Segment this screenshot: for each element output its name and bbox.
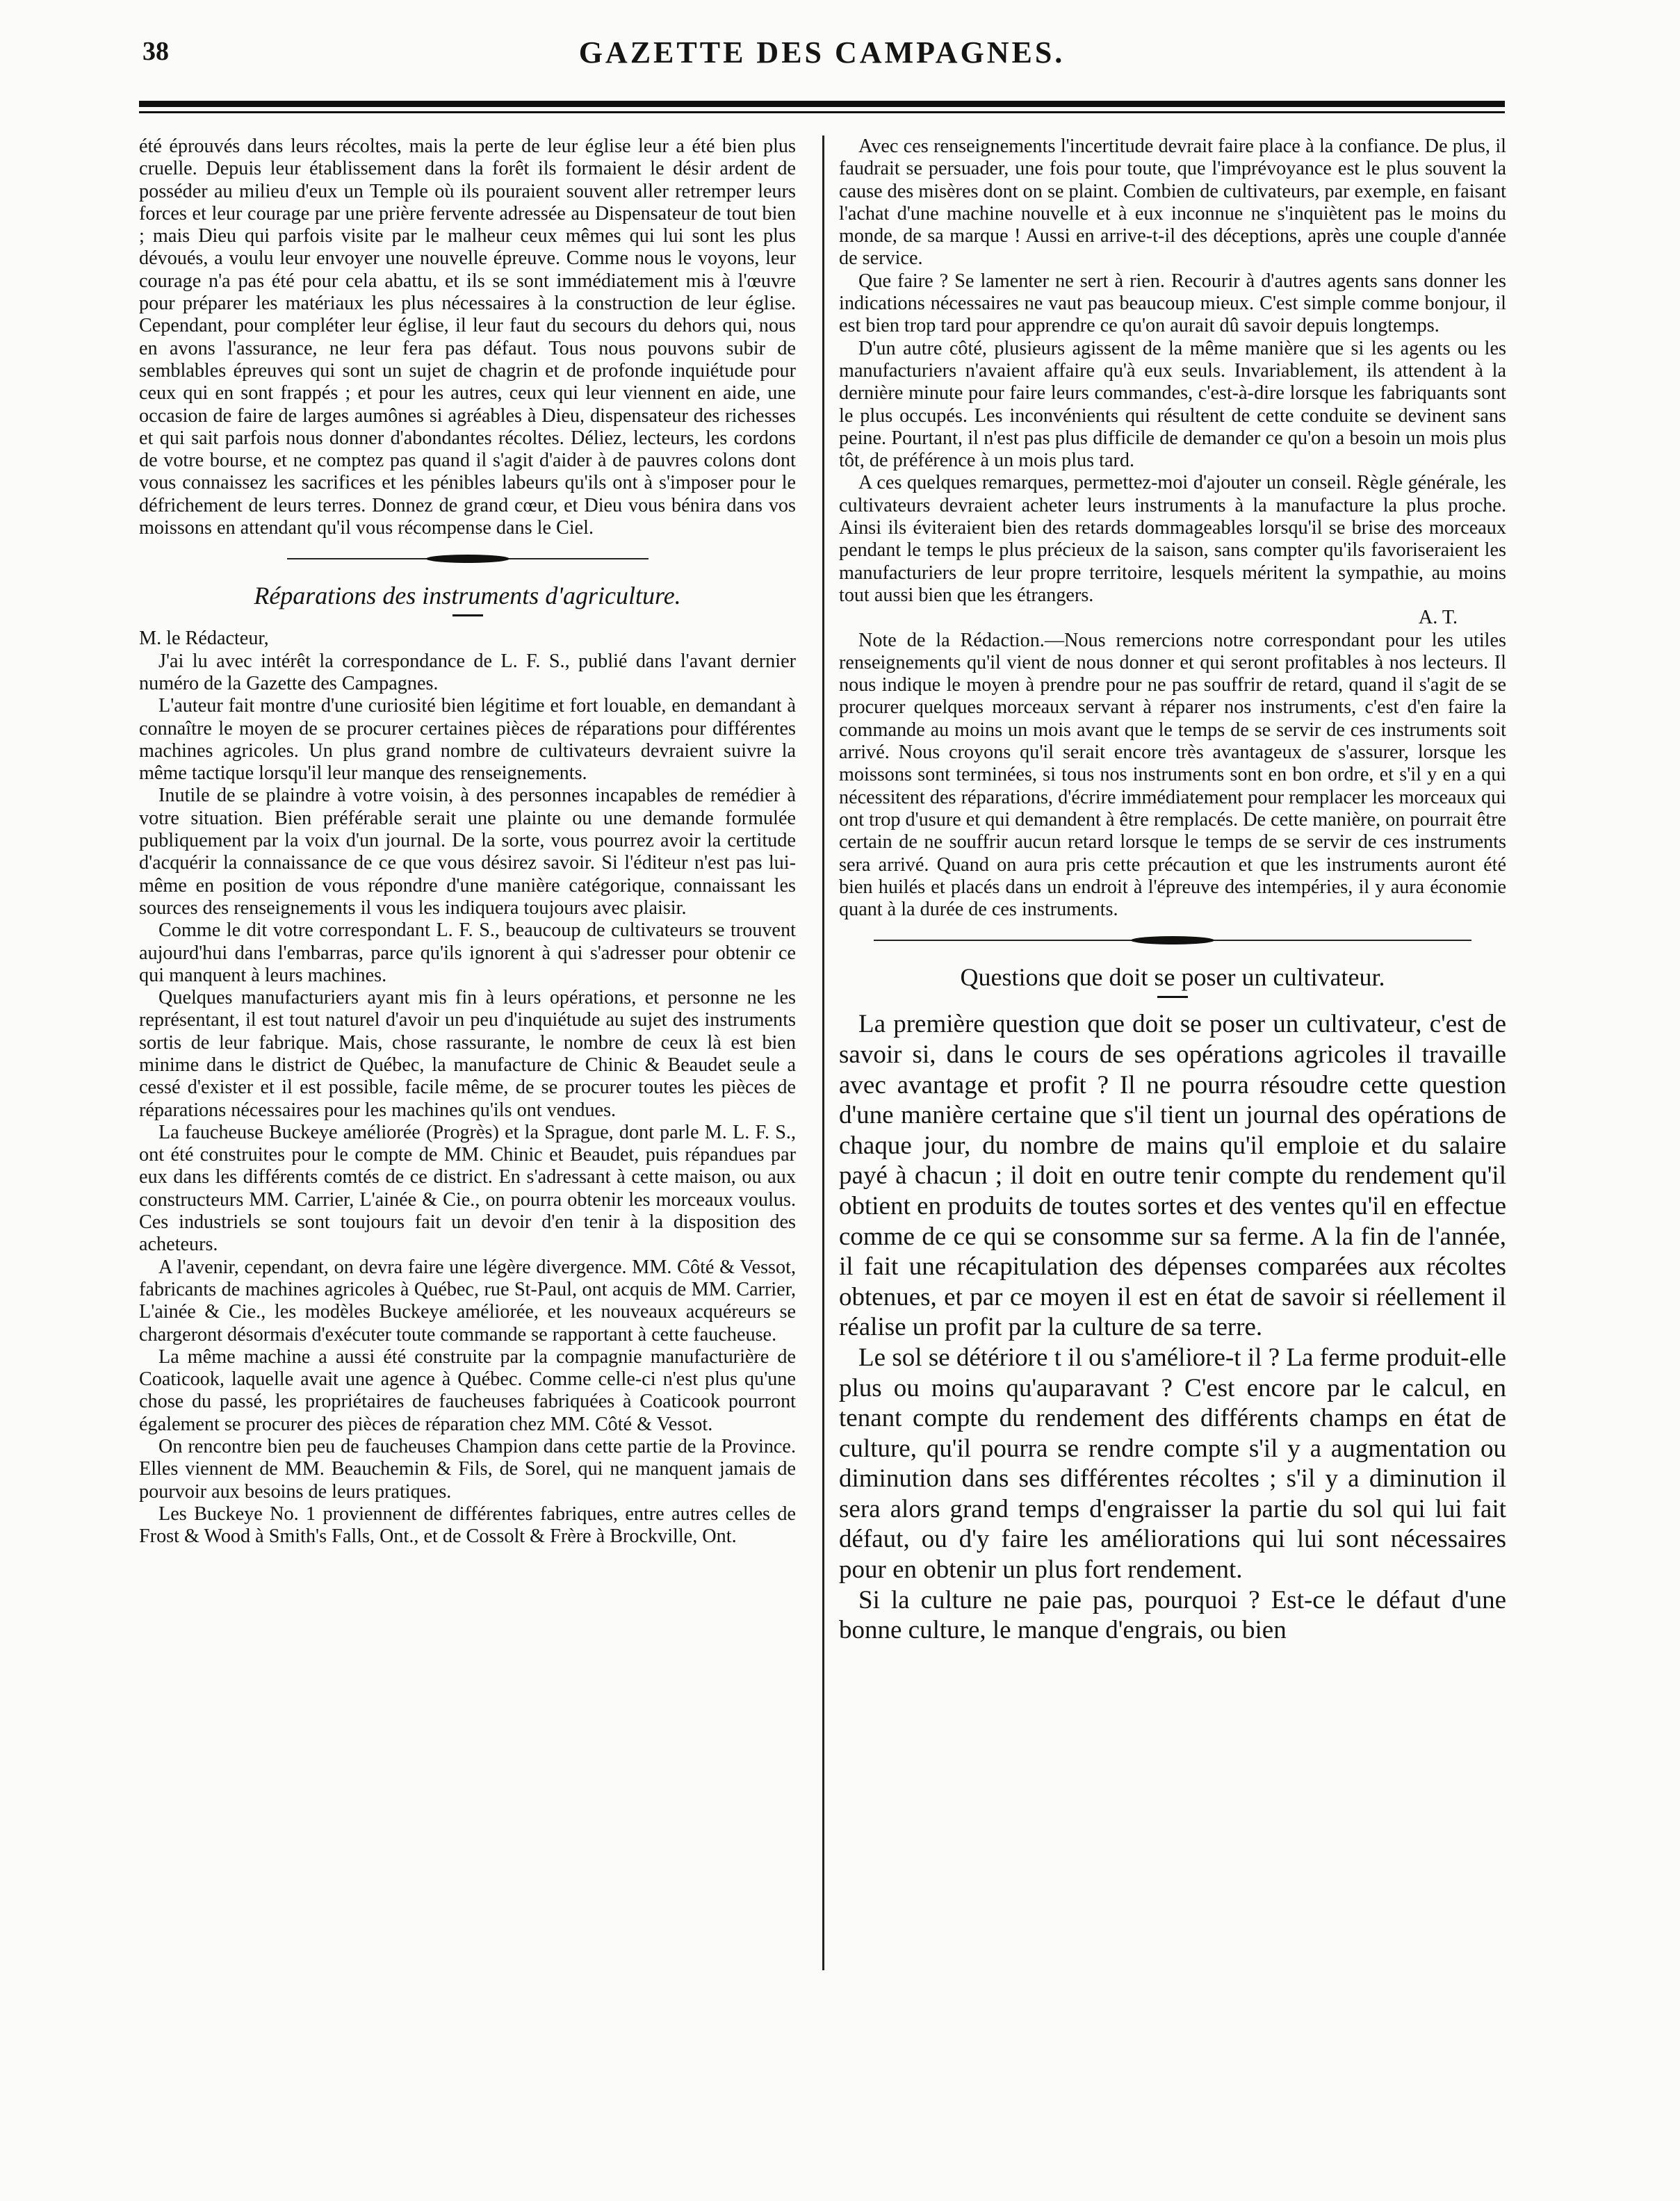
- title-dash: [1157, 996, 1188, 998]
- page-header: [142, 28, 1501, 71]
- column-divider: [822, 136, 824, 1970]
- article-paragraph: Que faire ? Se lamenter ne sert à rien. Recourir à d'autres agents sans donner les indications nécessaires ne vaut pas beaucoup mieux. C'est simple comme bonjour, il est bien trop tard pour apprendre ce qu'on aurait dû savoir depuis longtemps.: [839, 270, 1506, 337]
- article-paragraph: La même machine a aussi été construite par la compagnie manufacturière de Coaticook, laquelle avait une agence à Québec. Comme celle-ci n'est plus qu'une chose du passé, les propriétaires de faucheuses fabriquées à Coaticook pourront également se procurer des pièces de réparation chez MM. Côté & Vessot.: [139, 1345, 796, 1435]
- article-paragraph-large: Si la culture ne paie pas, pourquoi ? Est-ce le défaut d'une bonne culture, le manque d'engrais, ou bien: [839, 1585, 1506, 1645]
- section-title-repairs: Réparations des instruments d'agriculture.: [254, 582, 681, 610]
- article-paragraph: A ces quelques remarques, permettez-moi d'ajouter un conseil. Règle générale, les cultivateurs devraient acheter leurs instruments à la manufacture la plus proche. Ainsi ils éviteraient bien des retards dommageables lorsqu'il se brise des morceaux pendant le temps le plus précieux de la saison, sans compter qu'ils favoriseraient les manufacturiers de leur propre territoire, lesquels méritent la sympathie, au moins tout aussi bien que les étrangers.: [839, 472, 1506, 606]
- editor-note: Note de la Rédaction.—Nous remercions notre correspondant pour les utiles renseignements qu'il vient de nous donner et qui seront profitables à nos lecteurs. Il nous indique le moyen à prendre pour ne pas souffrir de retard, quand il s'agit de se procurer quelques morceaux servant à réparer nos instruments, c'est d'en faire la commande au moins un mois avant que le temps de se servir de ces instruments soit arrivé. Nous croyons qu'il serait encore très avantageux de s'assurer, lorsque les moissons sont terminées, si tous nos instruments sont en bon ordre, et s'il y en a qui nécessitent des réparations, d'écrire immédiatement pour remplacer les morceaux qui ont trop d'usure et qui demandent à être remplacés. De cette manière, on pourrait être certain de ne souffrir aucun retard lorsque le temps de se servir de ces instruments sera arrivé. Quand on aura pris cette précaution et que les instruments auront été bien huilés et placés dans un endroit à l'épreuve des intempéries, il y aura économie quant à la durée de ces instruments.: [839, 629, 1506, 921]
- section-title-questions: Questions que doit se poser un cultivateur.: [960, 963, 1385, 992]
- page-number: 38: [142, 37, 169, 66]
- right-column: [839, 136, 1506, 1646]
- article-paragraph-large: Le sol se détériore t il ou s'améliore-t il ? La ferme produit-elle plus ou moins qu'auparavant ? C'est encore par le calcul, en tenant compte du rendement des différents champs en état de culture, qu'il pourra se rendre compte s'il y a augmentation ou diminution dans ses différentes récoltes ; s'il y a diminution il sera alors grand temps d'engraisser la partie du sol qui lui fait défaut, ou d'y faire les améliorations qui lui sont nécessaires pour en obtenir un plus fort rendement.: [839, 1343, 1506, 1585]
- article-paragraph: La faucheuse Buckeye améliorée (Progrès) et la Sprague, dont parle M. L. F. S., ont été construites pour le compte de MM. Chinic et Beaudet, puis répandues par eux dans les différents comtés de ce district. En s'adressant à cette maison, ou aux constructeurs MM. Carrier, L'ainée & Cie., on pourra obtenir les morceaux voulus. Ces industriels se sont toujours fait un devoir d'en tenir à la disposition des acheteurs.: [139, 1121, 796, 1256]
- article-paragraph: D'un autre côté, plusieurs agissent de la même manière que si les agents ou les manufacturiers n'avaient affaire qu'à eux seuls. Invariablement, ils attendent à la dernière minute pour faire leurs commandes, c'est-à-dire lorsque les fabriquants sont le plus occupés. Les inconvénients qui résultent de cette conduite se devinent sans peine. Pourtant, il n'est pas plus difficile de demander ce qu'on a besoin un mois plus tôt, de préférence à un mois plus tard.: [839, 337, 1506, 472]
- salutation: M. le Rédacteur,: [139, 628, 269, 650]
- article-paragraph: Comme le dit votre correspondant L. F. S., beaucoup de cultivateurs se trouvent aujourd'hui dans l'embarras, parce qu'ils ignorent à qui s'adresser pour obtenir ce qui manquent à leurs machines.: [139, 919, 796, 986]
- title-dash: [452, 614, 483, 616]
- left-column: [139, 136, 796, 1548]
- article-paragraph: Les Buckeye No. 1 proviennent de différentes fabriques, entre autres celles de Frost & Wood à Smith's Falls, Ont., et de Cossolt & Frère à Brockville, Ont.: [139, 1503, 796, 1548]
- article-paragraph-large: La première question que doit se poser un cultivateur, c'est de savoir si, dans le cours de ses opérations agricoles il travaille avec avantage et profit ? Il ne pourra résoudre cette question d'une manière certaine que s'il tient un journal des opérations de chaque jour, du nombre de mains qu'il emploie et du salaire payé à chacun ; il doit en outre tenir compte du rendement qu'il obtient en produits de toutes sortes et des ventes qu'il en effectue comme de ce qui se consomme sur sa ferme. A la fin de l'année, il fait une récapitulation des dépenses comparées aux récoltes obtenues, et par ce moyen il est en état de savoir si réellement il réalise un profit par la culture de sa terre.: [839, 1010, 1506, 1342]
- article-paragraph: On rencontre bien peu de faucheuses Champion dans cette partie de la Province. Elles viennent de MM. Beauchemin & Fils, de Sorel, qui ne manquent jamais de pourvoir aux besoins de leurs pratiques.: [139, 1436, 796, 1503]
- intro-paragraph: été éprouvés dans leurs récoltes, mais la perte de leur église leur a été bien plus cruelle. Depuis leur établissement dans la forêt ils formaient le désir ardent de posséder au milieu d'eux un Temple où ils pouraient souvent aller retremper leurs forces et leur courage par une prière fervente adressée au Dispensateur de tout bien ; mais Dieu qui parfois visite par le malheur ceux mêmes qui lui sont les plus dévoués, a voulu leur envoyer une nouvelle épreuve. Comme nous le voyons, leur courage n'a pas été pour cela abattu, et ils se sont immédiatement mis à l'œuvre pour préparer les matériaux les plus nécessaires à la construction de leur église. Cependant, pour compléter leur église, il leur faut du secours du dehors qui, nous en avons l'assurance, ne leur fera pas défaut. Tous nous pouvons subir de semblables épreuves qui sont un sujet de chagrin et de profonde inquiétude pour ceux qui en sont frappés ; et pour les autres, ceux qui leur viennent en aide, une occasion de faire de larges aumônes si agréables à Dieu, dispensateur des richesses et qui sait parfois nous donner d'abondantes récoltes. Déliez, lecteurs, les cordons de votre bourse, et ne comptez pas quand il s'agit d'aider à de pauvres colons dont vous connaissez les sacrifices et les pénibles labeurs qu'ils ont à s'imposer pour le défrichement de leurs terres. Donnez de grand cœur, et Dieu vous bénira dans vos moissons en attendant qu'il vous récompense dans le Ciel.: [139, 136, 796, 539]
- article-paragraph: Inutile de se plaindre à votre voisin, à des personnes incapables de remédier à votre situation. Bien préférable serait une plainte ou une demande formulée publiquement par la voix d'un journal. De la sorte, vous pourrez avoir la certitude d'acquérir la connaissance de ce que vous désirez savoir. Si l'éditeur n'est pas lui-même en position de vous répondre d'une manière catégorique, connaissant les sources des renseignements il vous les indiquera toujours avec plaisir.: [139, 785, 796, 919]
- masthead-title: GAZETTE DES CAMPAGNES.: [578, 35, 1066, 69]
- author-signature: A. T.: [1418, 607, 1458, 629]
- article-paragraph: Quelques manufacturiers ayant mis fin à leurs opérations, et personne ne les représentant, il est tout naturel d'avoir un peu d'inquiétude au sujet des instruments sortis de leur fabrique. Mais, chose rassurante, le nombre de ceux là est bien minime dans le district de Québec, la manufacture de Chinic & Beaudet seule a cessé d'exister et il est possible, facile même, de se procurer toutes les pièces de réparations nécessaires pour les machines qu'ils ont vendues.: [139, 987, 796, 1121]
- article-paragraph: J'ai lu avec intérêt la correspondance de L. F. S., publié dans l'avant dernier numéro de la Gazette des Campagnes.: [139, 650, 796, 694]
- section-ornament: [874, 936, 1471, 944]
- article-paragraph: A l'avenir, cependant, on devra faire une légère divergence. MM. Côté & Vessot, fabricants de machines agricoles à Québec, rue St-Paul, ont acquis de MM. Carrier, L'ainée & Cie., les modèles Buckeye améliorée, et les nouveaux acquéreurs se chargeront désormais d'exécuter toute commande se rapportant à cette faucheuse.: [139, 1256, 796, 1345]
- header-rule-thick: [139, 101, 1505, 107]
- article-paragraph: Avec ces renseignements l'incertitude devrait faire place à la confiance. De plus, il faudrait se persuader, une fois pour toute, que l'imprévoyance est le plus souvent la cause des misères dont on se plaint. Combien de cultivateurs, par exemple, en faisant l'achat d'une machine nouvelle et à eux inconnue ne s'inquiètent pas le moins du monde, de sa marque ! Aussi en arrive-t-il des déceptions, après une couple d'année de service.: [839, 136, 1506, 270]
- article-paragraph: L'auteur fait montre d'une curiosité bien légitime et fort louable, en demandant à connaître le moyen de se procurer certaines pièces de réparations pour différentes machines agricoles. Un plus grand nombre de cultivateurs devraient suivre la même tactique lorsqu'il leur manque des renseignements.: [139, 695, 796, 785]
- header-rule-thin: [139, 111, 1505, 113]
- section-ornament: [287, 555, 649, 563]
